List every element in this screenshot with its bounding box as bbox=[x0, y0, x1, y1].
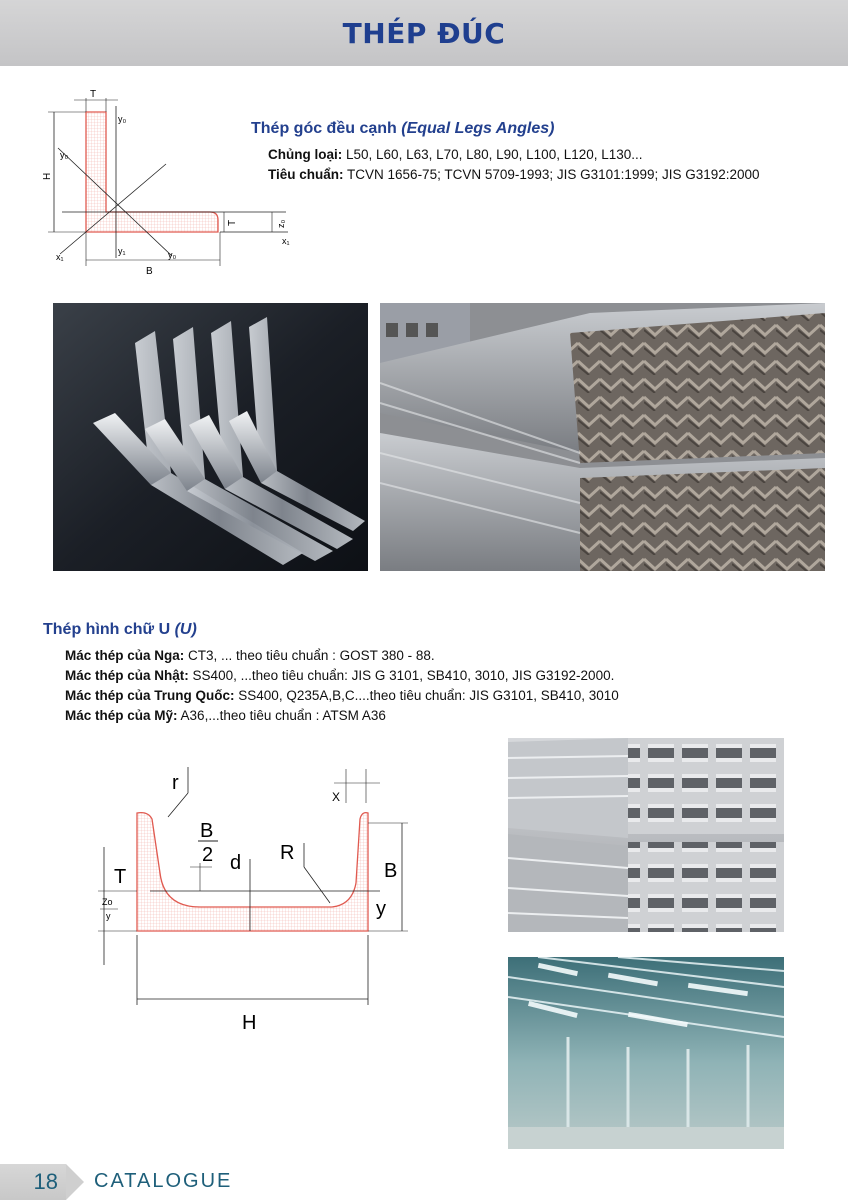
dim-y0-bottom-label: y₀ bbox=[168, 250, 177, 260]
u-spec-label: Mác thép của Mỹ: bbox=[65, 708, 178, 723]
angle-title-vi: Thép góc đều cạnh bbox=[251, 120, 397, 137]
u-spec-row bbox=[65, 666, 614, 686]
u-spec-value: SS400, ...theo tiêu chuẩn: JIS G 3101, SB410, 3010, JIS G3192-2000. bbox=[192, 668, 615, 683]
dim-t-label: T bbox=[90, 89, 97, 100]
dim-h-label: H bbox=[42, 172, 53, 180]
u-title-en: (U) bbox=[174, 621, 197, 638]
dim-b-half-den: 2 bbox=[202, 844, 214, 866]
dim-y0-label: y₀ bbox=[118, 114, 127, 124]
u-spec-label: Mác thép của Nga: bbox=[65, 648, 185, 663]
angle-diagram bbox=[40, 86, 310, 286]
page-title: THÉP ĐÚC bbox=[342, 17, 506, 50]
dim-zo-label: Zo bbox=[102, 897, 113, 907]
u-spec-row bbox=[65, 706, 386, 726]
dim-big-r-label: R bbox=[280, 842, 295, 864]
angle-section-title bbox=[251, 120, 554, 138]
u-spec-label: Mác thép của Nhật: bbox=[65, 668, 189, 683]
u-title-vi: Thép hình chữ U bbox=[43, 621, 171, 638]
angle-bars-photo bbox=[53, 303, 368, 571]
angle-title-en: (Equal Legs Angles) bbox=[401, 120, 555, 137]
angle-stack-photo bbox=[380, 303, 825, 571]
angle-types-label: Chủng loại: bbox=[268, 147, 343, 162]
dim-r-label: r bbox=[172, 772, 179, 794]
dim-b-label: B bbox=[384, 860, 398, 882]
angle-standard-label: Tiêu chuẩn: bbox=[268, 167, 344, 182]
u-spec-value: A36,...theo tiêu chuẩn : ATSM A36 bbox=[180, 708, 386, 723]
u-spec-label: Mác thép của Trung Quốc: bbox=[65, 688, 235, 703]
dim-d-label: d bbox=[230, 852, 242, 874]
dim-y-small-label: y bbox=[106, 911, 111, 921]
dim-b-half-num: B bbox=[200, 820, 214, 842]
dim-t-label: T bbox=[114, 866, 127, 888]
angle-types-value: L50, L60, L63, L70, L80, L90, L100, L120, L130... bbox=[346, 147, 643, 162]
footer-arrow-icon bbox=[66, 1164, 84, 1200]
u-spec-value: CT3, ... theo tiêu chuẩn : GOST 380 - 88. bbox=[188, 648, 435, 663]
angle-standard-value: TCVN 1656-75; TCVN 5709-1993; JIS G3101:1999; JIS G3192:2000 bbox=[347, 167, 760, 182]
dim-t-right-label: T bbox=[227, 219, 238, 226]
warehouse-photo bbox=[508, 957, 784, 1149]
dim-z0-label: z₀ bbox=[276, 219, 286, 228]
footer-catalogue-label: CATALOGUE bbox=[94, 1170, 233, 1192]
u-spec-row bbox=[65, 686, 619, 706]
dim-x1-label: x₁ bbox=[56, 252, 64, 262]
u-channel-stack-photo bbox=[508, 738, 784, 932]
page-header bbox=[0, 0, 848, 66]
u-spec-value: SS400, Q235A,B,C....theo tiêu chuẩn: JIS G3101, SB410, 3010 bbox=[238, 688, 619, 703]
angle-profile bbox=[86, 112, 218, 232]
u-profile bbox=[137, 813, 368, 931]
u-section-title bbox=[43, 621, 197, 639]
page-number: 18 bbox=[0, 1164, 66, 1200]
dim-y0-left-label: y₀ bbox=[60, 150, 69, 160]
dim-x-label: X bbox=[332, 790, 341, 804]
u-spec-row bbox=[65, 646, 435, 666]
dim-b-label: B bbox=[146, 266, 153, 277]
dim-y-label: y bbox=[376, 898, 386, 920]
angle-types bbox=[268, 145, 643, 165]
dim-x1-right-label: x₁ bbox=[282, 236, 290, 246]
angle-standard bbox=[268, 165, 760, 185]
dim-y1-label: y₁ bbox=[118, 246, 126, 256]
u-channel-diagram bbox=[90, 755, 430, 1045]
dim-h-label: H bbox=[242, 1012, 257, 1034]
